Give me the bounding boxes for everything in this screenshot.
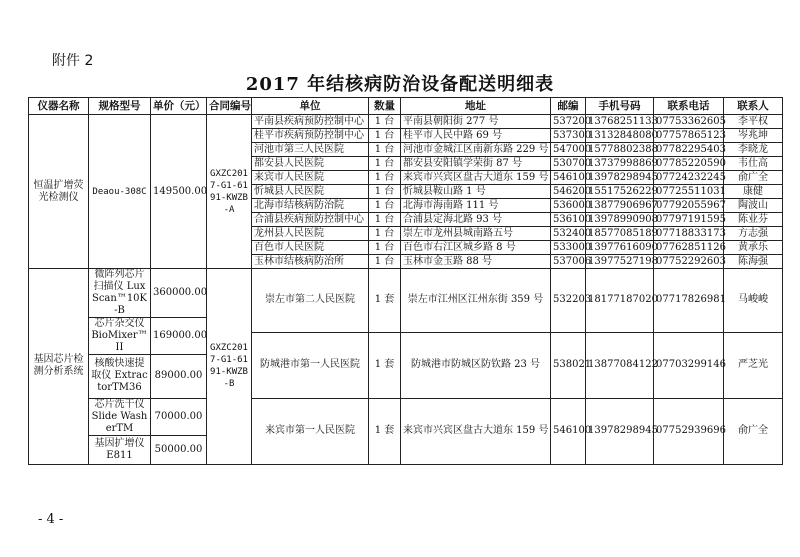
unit-name: 百色市人民医院 [252,241,369,255]
unit-name: 平南县疾病预防控制中心 [252,115,369,129]
col-header: 单价（元） [151,98,207,115]
phone: 07752292603 [654,255,724,269]
mobile: 13132848080 [586,129,654,143]
quantity: 1 套 [369,269,401,333]
phone: 07785220590 [654,157,724,171]
col-header: 规格型号 [89,98,151,115]
mobile: 13978298945 [586,398,654,464]
document-title: 2017 年结核病防治设备配送明细表 [245,74,555,95]
unit-price: 89000.00 [151,355,207,399]
mobile: 18177187020 [586,269,654,333]
mobile: 13768251133 [586,115,654,129]
contact: 李晓龙 [724,143,783,157]
unit-name: 合浦县疾病预防控制中心 [252,213,369,227]
mobile: 13977616090 [586,241,654,255]
phone: 07752939696 [654,398,724,464]
unit-name: 崇左市第二人民医院 [252,269,369,333]
col-header: 联系人 [724,98,783,115]
address: 都安县安阳镇学荣街 87 号 [401,157,551,171]
unit-name: 桂平市疾病预防控制中心 [252,129,369,143]
unit-name: 玉林市结核病防治所 [252,255,369,269]
address: 防城港市防城区防钦路 23 号 [401,332,551,398]
zip-code: 538021 [551,332,586,398]
mobile: 13877906967 [586,199,654,213]
zip-code: 532203 [551,269,586,333]
zip-code: 547000 [551,143,586,157]
unit-name: 来宾市第一人民医院 [252,398,369,464]
address: 忻城县鞍山路 1 号 [401,185,551,199]
mobile: 13978298945 [586,171,654,185]
mobile: 13877084122 [586,332,654,398]
quantity: 1 台 [369,199,401,213]
unit-price: 50000.00 [151,435,207,464]
mobile: 13977527198 [586,255,654,269]
contact: 俞广全 [724,398,783,464]
address: 桂平市人民中路 69 号 [401,129,551,143]
quantity: 1 台 [369,157,401,171]
phone: 07717826981 [654,269,724,333]
col-header: 仪器名称 [29,98,89,115]
mobile: 13737998869 [586,157,654,171]
unit-price: 169000.00 [151,318,207,355]
instrument-name: 恒温扩增荧光检测仪 [29,115,89,269]
address: 崇左市江州区江州东街 359 号 [401,269,551,333]
mobile: 18577085189 [586,227,654,241]
quantity: 1 台 [369,143,401,157]
unit-name: 河池市第三人民医院 [252,143,369,157]
unit-name: 忻城县人民医院 [252,185,369,199]
unit-price: 149500.00 [151,115,207,269]
address: 来宾市兴宾区盘古大道东 159 号 [401,171,551,185]
unit-name: 防城港市第一人民医院 [252,332,369,398]
contact: 陈海强 [724,255,783,269]
col-header: 合同编号 [207,98,252,115]
zip-code: 536000 [551,199,586,213]
quantity: 1 台 [369,213,401,227]
zip-code: 546100 [551,171,586,185]
zip-code: 537300 [551,129,586,143]
quantity: 1 套 [369,398,401,464]
table-row [29,269,783,285]
unit-name: 来宾市人民医院 [252,171,369,185]
quantity: 1 台 [369,129,401,143]
zip-code: 533000 [551,241,586,255]
zip-code: 546200 [551,185,586,199]
unit-price: 360000.00 [151,269,207,318]
address: 玉林市金玉路 88 号 [401,255,551,269]
address: 百色市右江区城乡路 8 号 [401,241,551,255]
phone: 07703299146 [654,332,724,398]
table-row [29,115,783,129]
quantity: 1 套 [369,332,401,398]
model-spec: 基因扩增仪 E811 [89,435,151,464]
address: 北海市海南路 111 号 [401,199,551,213]
contact: 康健 [724,185,783,199]
unit-price: 70000.00 [151,398,207,435]
contact: 黄承乐 [724,241,783,255]
header-row [29,98,783,115]
col-header: 联系电话 [654,98,724,115]
contact: 严芝光 [724,332,783,398]
attachment-label: 附件 2 [52,53,94,69]
address: 河池市金城江区南新东路 229 号 [401,143,551,157]
zip-code: 532400 [551,227,586,241]
mobile: 15778802388 [586,143,654,157]
contact: 陈业芬 [724,213,783,227]
model-spec: Deaou-308C [89,115,151,269]
col-header: 数量 [369,98,401,115]
quantity: 1 台 [369,241,401,255]
address: 平南县朝阳街 277 号 [401,115,551,129]
contact: 马峻峻 [724,269,783,333]
contact: 李平权 [724,115,783,129]
model-spec: 芯片洗干仪 Slide WasherTM [89,398,151,435]
contract-number: GXZC2017-G1-6191-KWZB-B [207,269,252,465]
col-header: 地址 [401,98,551,115]
phone: 07782295403 [654,143,724,157]
quantity: 1 台 [369,185,401,199]
phone: 07725511031 [654,185,724,199]
col-header: 邮编 [551,98,586,115]
quantity: 1 台 [369,115,401,129]
page-number: - 4 - [38,512,64,527]
phone: 07753362605 [654,115,724,129]
model-spec: 微阵列芯片扫描仪 LuxScan™10K-B [89,269,151,318]
contract-number: GXZC2017-G1-6191-KWZB-A [207,115,252,269]
quantity: 1 台 [369,255,401,269]
contact: 方志强 [724,227,783,241]
contact: 岑兆坤 [724,129,783,143]
phone: 07797191595 [654,213,724,227]
address: 崇左市龙州县城南路五号 [401,227,551,241]
quantity: 1 台 [369,171,401,185]
unit-name: 龙州县人民医院 [252,227,369,241]
phone: 07724232245 [654,171,724,185]
phone: 07718833173 [654,227,724,241]
zip-code: 530700 [551,157,586,171]
phone: 07762851126 [654,241,724,255]
zip-code: 537006 [551,255,586,269]
equipment-table [28,97,783,465]
contact: 俞广全 [724,171,783,185]
unit-name: 都安县人民医院 [252,157,369,171]
phone: 07757865123 [654,129,724,143]
mobile: 13978990908 [586,213,654,227]
mobile: 15517526229 [586,185,654,199]
contact: 陶波山 [724,199,783,213]
address: 来宾市兴宾区盘古大道东 159 号 [401,398,551,464]
instrument-name: 基因芯片检测分析系统 [29,269,89,465]
table-row [29,398,783,417]
unit-name: 北海市结核病防治院 [252,199,369,213]
model-spec: 核酸快速提取仪 ExtractorTM36 [89,355,151,399]
phone: 07792055967 [654,199,724,213]
col-header: 手机号码 [586,98,654,115]
col-header: 单位 [252,98,369,115]
zip-code: 546100 [551,398,586,464]
address: 合浦县定海北路 93 号 [401,213,551,227]
quantity: 1 台 [369,227,401,241]
model-spec: 芯片杂交仪 BioMixer™II [89,318,151,355]
contact: 韦仕高 [724,157,783,171]
zip-code: 536100 [551,213,586,227]
zip-code: 537200 [551,115,586,129]
